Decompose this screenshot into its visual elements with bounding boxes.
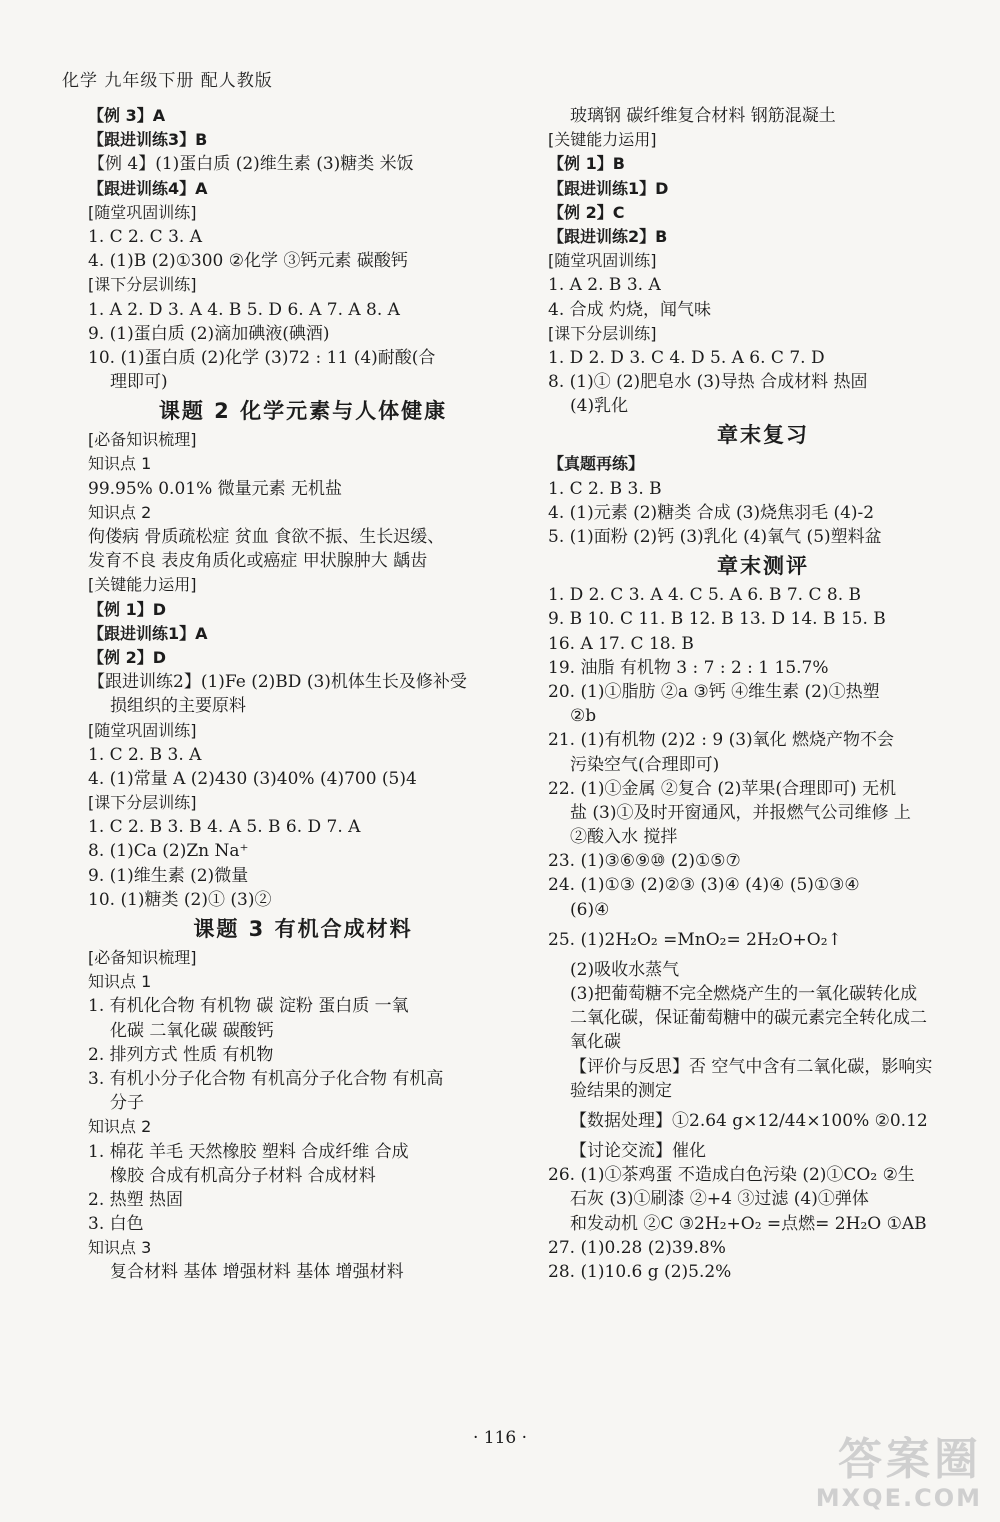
answer-line: 【讨论交流】催化 xyxy=(570,1140,706,1161)
answer-line: 4. (1)元素 (2)糖类 合成 (3)烧焦羽毛 (4)-2 xyxy=(548,502,875,523)
left-column xyxy=(88,104,518,1285)
answer-line: [课下分层训练] xyxy=(88,275,197,295)
answer-line: 知识点 3 xyxy=(88,1238,152,1258)
section-title: 课题 3 有机合成材料 xyxy=(193,917,413,941)
answer-line: 【例 2】D xyxy=(88,647,166,667)
answer-line: 3. 白色 xyxy=(88,1214,144,1235)
answer-line: 8. (1)① (2)肥皂水 (3)导热 合成材料 热固 xyxy=(548,372,868,393)
answer-line: 25. (1)2H₂O₂ =MnO₂= 2H₂O+O₂↑ xyxy=(548,929,842,950)
answer-line: 【真题再练】 xyxy=(548,454,645,474)
answer-line: (2)吸收水蒸气 xyxy=(570,959,680,980)
answer-line: 污染空气(合理即可) xyxy=(570,754,720,775)
answer-line: 知识点 2 xyxy=(88,1117,152,1137)
right-column xyxy=(548,104,978,1284)
answer-line: 【跟进训练2】B xyxy=(548,226,668,246)
answer-line: 9. (1)维生素 (2)微量 xyxy=(88,865,249,886)
answer-line: 玻璃钢 碳纤维复合材料 钢筋混凝土 xyxy=(570,106,836,126)
answer-line: 9. B 10. C 11. B 12. B 13. D 14. B 15. B xyxy=(548,609,886,630)
answer-line: [随堂巩固训练] xyxy=(88,202,197,222)
answer-line: [课下分层训练] xyxy=(548,323,657,343)
answer-line: 知识点 1 xyxy=(88,972,152,992)
answer-line: (4)乳化 xyxy=(570,396,629,417)
answer-line: 盐 (3)①及时开窗通风，并报燃气公司维修 上 xyxy=(570,802,911,823)
answer-line: 10. (1)蛋白质 (2)化学 (3)72 : 11 (4)耐酸(合 xyxy=(88,347,436,368)
section-title: 课题 2 化学元素与人体健康 xyxy=(158,399,448,424)
answer-line: 二氧化碳，保证葡萄糖中的碳元素完全转化成二 xyxy=(570,1008,927,1029)
answer-line: 【跟进训练4】A xyxy=(88,178,208,198)
answer-line: [课下分层训练] xyxy=(88,793,197,813)
answer-line: 26. (1)①茶鸡蛋 不造成白色污染 (2)①CO₂ ②生 xyxy=(548,1165,915,1186)
answer-line: 分子 xyxy=(110,1093,144,1114)
answer-line: (3)把葡萄糖不完全燃烧产生的一氧化碳转化成 xyxy=(570,984,918,1004)
answer-line: 1. C 2. B 3. A xyxy=(88,744,202,765)
running-header: 化学 九年级下册 配人教版 xyxy=(62,71,273,91)
answer-line: 和发动机 ②C ③2H₂+O₂ =点燃= 2H₂O ①AB xyxy=(570,1213,927,1234)
answer-line: 20. (1)①脂肪 ②a ③钙 ④维生素 (2)①热塑 xyxy=(548,681,880,702)
answer-line: [必备知识梳理] xyxy=(88,430,197,450)
section-title: 章末测评 xyxy=(717,554,809,579)
section-title: 章末复习 xyxy=(717,423,809,448)
answer-line: [必备知识梳理] xyxy=(88,948,197,967)
answer-line: 3. 有机小分子化合物 有机高分子化合物 有机高 xyxy=(88,1068,444,1089)
answer-line: 验结果的测定 xyxy=(570,1080,672,1101)
answer-line: [关键能力运用] xyxy=(548,130,657,150)
answer-line: 8. (1)Ca (2)Zn Na⁺ xyxy=(88,841,249,862)
answer-line: 2. 热塑 热固 xyxy=(88,1189,184,1210)
answer-line: 5. (1)面粉 (2)钙 (3)乳化 (4)氧气 (5)塑料盆 xyxy=(548,527,882,547)
answer-line: ②b xyxy=(570,706,597,727)
answer-line: 【跟进训练3】B xyxy=(88,130,208,150)
answer-line: 10. (1)糖类 (2)① (3)② xyxy=(88,889,272,910)
answer-line: 4. (1)B (2)①300 ②化学 ③钙元素 碳酸钙 xyxy=(88,251,408,272)
watermark-text: 答案圈 xyxy=(838,1434,982,1485)
answer-line: 99.95% 0.01% 微量元素 无机盐 xyxy=(88,478,343,499)
answer-line: 【跟进训练1】A xyxy=(88,623,208,643)
answer-line: 1. C 2. B 3. B 4. A 5. B 6. D 7. A xyxy=(88,817,361,838)
answer-line: 氧化碳 xyxy=(570,1032,621,1053)
page-number: · 116 · xyxy=(472,1428,528,1448)
answer-line: 损组织的主要原料 xyxy=(110,696,246,717)
answer-line: 21. (1)有机物 (2)2 : 9 (3)氧化 燃烧产物不会 xyxy=(548,730,895,751)
answer-line: 【例 2】C xyxy=(548,202,625,222)
answer-line: 【跟进训练2】(1)Fe (2)BD (3)机体生长及修补受 xyxy=(88,672,467,693)
answer-line: 知识点 2 xyxy=(88,502,152,522)
answer-line: [随堂巩固训练] xyxy=(548,251,657,271)
answer-line: 4. (1)常量 A (2)430 (3)40% (4)700 (5)4 xyxy=(88,768,417,789)
answer-line: 28. (1)10.6 g (2)5.2% xyxy=(548,1261,732,1282)
answer-line: 佝偻病 骨质疏松症 贫血 食欲不振、生长迟缓、 xyxy=(88,527,445,547)
answer-line: [随堂巩固训练] xyxy=(88,720,197,740)
answer-line: 1. 棉花 羊毛 天然橡胶 塑料 合成纤维 合成 xyxy=(88,1141,409,1162)
answer-line: 19. 油脂 有机物 3 : 7 : 2 : 1 15.7% xyxy=(548,657,829,678)
answer-line: 2. 排列方式 性质 有机物 xyxy=(88,1044,274,1065)
answer-line: 理即可) xyxy=(110,372,168,393)
answer-line: 4. 合成 灼烧，闻气味 xyxy=(548,299,712,320)
answer-line: 【例 1】B xyxy=(548,154,625,174)
answer-line: 【数据处理】①2.64 g×12/44×100% ②0.12 xyxy=(570,1110,928,1131)
answer-line: 9. (1)蛋白质 (2)滴加碘液(碘酒) xyxy=(88,323,330,344)
answer-line: 【例 3】A xyxy=(88,106,166,125)
answer-line: 16. A 17. C 18. B xyxy=(548,633,694,654)
answer-line: 【例 4】(1)蛋白质 (2)维生素 (3)糖类 米饭 xyxy=(88,154,414,175)
answer-line: 24. (1)①③ (2)②③ (3)④ (4)④ (5)①③④ xyxy=(548,875,860,896)
watermark-url: MXQE.COM xyxy=(815,1484,982,1512)
answer-line: 22. (1)①金属 ②复合 (2)苹果(合理即可) 无机 xyxy=(548,778,897,799)
answer-line: 【评价与反思】否 空气中含有二氧化碳，影响实 xyxy=(570,1056,933,1077)
answer-line: 橡胶 合成有机高分子材料 合成材料 xyxy=(110,1165,376,1186)
answer-line: 1. C 2. C 3. A xyxy=(88,226,202,247)
answer-line: 复合材料 基体 增强材料 基体 增强材料 xyxy=(110,1262,404,1283)
answer-line: ②酸入水 搅拌 xyxy=(570,827,678,848)
answer-line: (6)④ xyxy=(570,899,610,920)
answer-line: 1. 有机化合物 有机物 碳 淀粉 蛋白质 一氧 xyxy=(88,996,409,1017)
answer-line: [关键能力运用] xyxy=(88,575,197,595)
answer-line: 27. (1)0.28 (2)39.8% xyxy=(548,1237,726,1258)
watermark-logo xyxy=(816,1436,982,1512)
answer-line: 化碳 二氧化碳 碳酸钙 xyxy=(110,1020,274,1041)
answer-line: 1. A 2. B 3. A xyxy=(548,275,661,296)
answer-line: 石灰 (3)①刷漆 ②+4 ③过滤 (4)①弹体 xyxy=(570,1189,869,1210)
answer-line: 【跟进训练1】D xyxy=(548,178,669,198)
answer-line: 1. D 2. D 3. C 4. D 5. A 6. C 7. D xyxy=(548,347,825,368)
answer-line: 1. C 2. B 3. B xyxy=(548,478,662,499)
answer-line: 1. D 2. C 3. A 4. C 5. A 6. B 7. C 8. B xyxy=(548,585,862,606)
answer-line: 发育不良 表皮角质化或癌症 甲状腺肿大 龋齿 xyxy=(88,551,428,572)
answer-line: 23. (1)③⑥⑨⑩ (2)①⑤⑦ xyxy=(548,851,741,872)
answer-line: 1. A 2. D 3. A 4. B 5. D 6. A 7. A 8. A xyxy=(88,299,400,320)
answer-line: 知识点 1 xyxy=(88,454,152,474)
answer-line: 【例 1】D xyxy=(88,599,166,619)
